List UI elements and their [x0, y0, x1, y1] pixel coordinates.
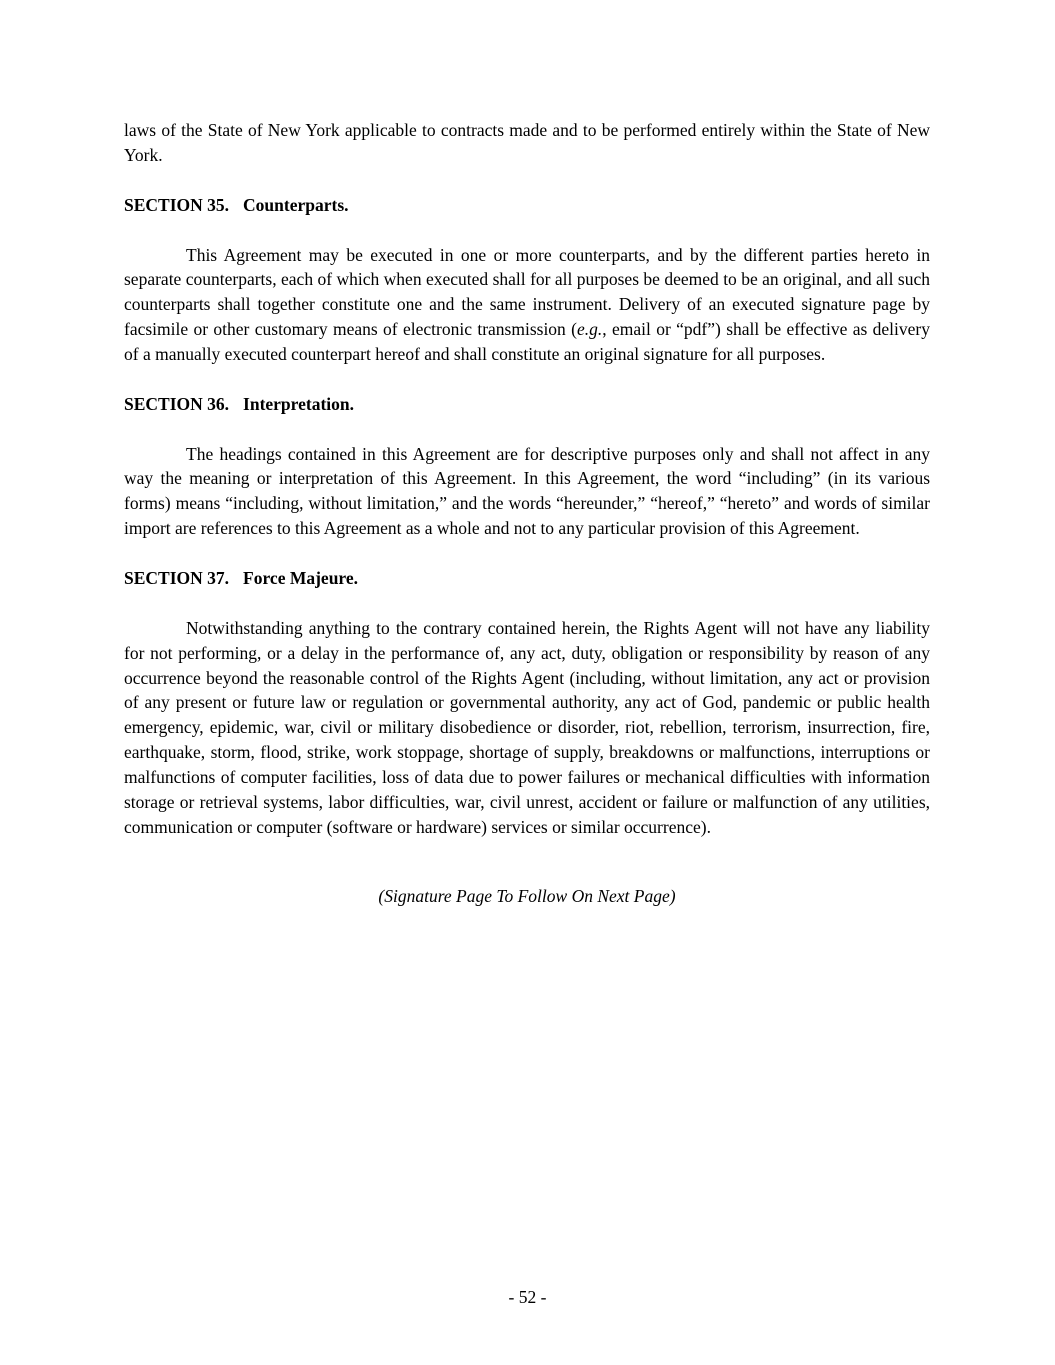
section-35-paragraph — [124, 243, 930, 367]
section-37-number: SECTION 37. — [124, 567, 230, 588]
section-36-number: SECTION 36. — [124, 393, 230, 414]
section-36-title: Interpretation. — [243, 393, 355, 414]
section-37-heading — [124, 566, 930, 591]
section-35-run-1: This Agreement may be executed in one or more counterparts, and by the different parties hereto in separate counterparts, each of which when executed shall for all purposes be deemed to be an original, and all such counterparts shall together constitute one and the same instrument. Delivery of an executed signature page by facsimile or other customary means of electronic transmission ( — [124, 244, 930, 340]
section-35-run-2-italic: e.g. — [576, 319, 603, 340]
section-35-title: Counterparts. — [243, 194, 349, 215]
section-36-paragraph — [124, 442, 930, 541]
section-37-paragraph — [124, 616, 930, 840]
signature-page-note: (Signature Page To Follow On Next Page) — [378, 886, 676, 907]
section-35-run-3: , email or “pdf”) shall be effective as delivery of a manually executed counterpart hereof and shall constitute an original signature for all purposes. — [124, 319, 930, 364]
section-37-title: Force Majeure. — [243, 567, 359, 588]
page-number: - 52 - — [508, 1287, 547, 1308]
section-35-number: SECTION 35. — [124, 194, 230, 215]
section-35-heading — [124, 193, 930, 218]
section-36-run-1: The headings contained in this Agreement are for descriptive purposes only and shall not affect in any way the meaning or interpretation of this Agreement. In this Agreement, the word “including” (in its various forms) means “including, without limitation,” and the words “hereunder,” “hereof,” “hereto” and words of similar import are references to this Agreement as a whole and not to any particular provision of this Agreement. — [124, 443, 930, 539]
intro-paragraph-text: laws of the State of New York applicable to contracts made and to be performed entirely within the State of New York. — [124, 120, 930, 165]
intro-paragraph — [124, 118, 930, 168]
section-36-heading — [124, 392, 930, 417]
section-37-run-1: Notwithstanding anything to the contrary contained herein, the Rights Agent will not have any liability for not performing, or a delay in the performance of, any act, duty, obligation or responsibility by reason of any occurrence beyond the reasonable control of the Rights Agent (including, without limitation, any act or provision of any present or future law or regulation or governmental authority, any act of God, pandemic or public health emergency, epidemic, war, civil or military disobedience or disorder, riot, rebellion, terrorism, insurrection, fire, earthquake, storm, flood, strike, work stoppage, shortage of supply, breakdowns or malfunctions, interruptions or malfunctions of computer facilities, loss of data due to power failures or mechanical difficulties with information storage or retrieval systems, labor difficulties, war, civil unrest, accident or failure or malfunction of any utilities, communication or computer (software or hardware) services or similar occurrence). — [124, 617, 930, 837]
